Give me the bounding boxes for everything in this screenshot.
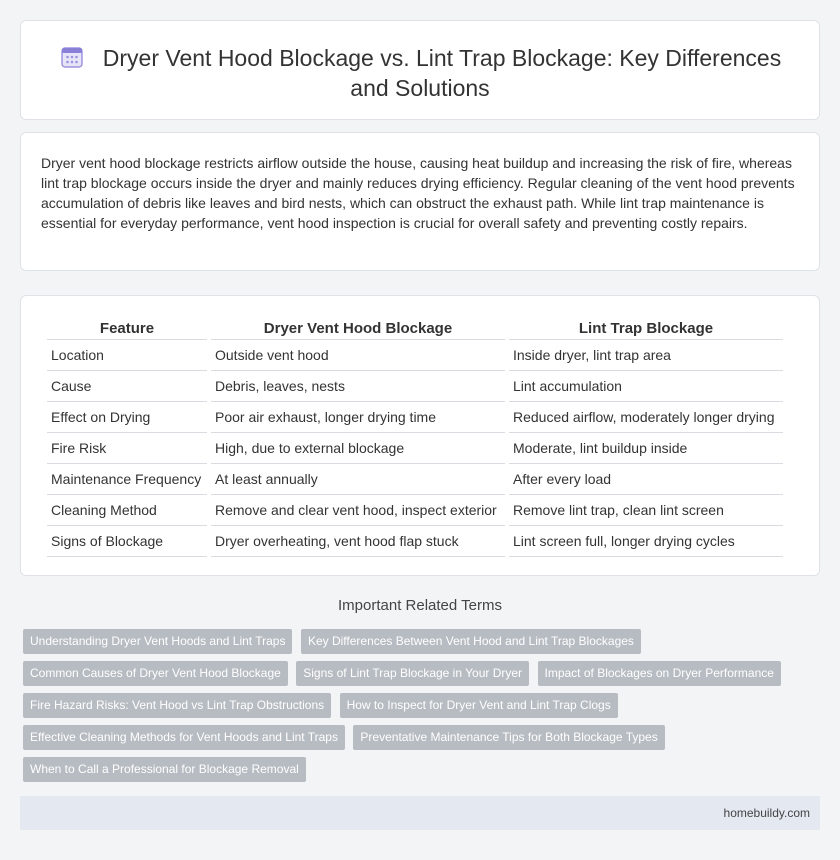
table-cell: Remove lint trap, clean lint screen (509, 495, 783, 526)
related-term-link[interactable]: How to Inspect for Dryer Vent and Lint Trap Clogs (340, 693, 618, 718)
table-cell: Debris, leaves, nests (211, 371, 505, 402)
header-feature: Feature (47, 312, 207, 340)
page-title (21, 43, 819, 103)
table-cell: After every load (509, 464, 783, 495)
related-term-link[interactable]: Common Causes of Dryer Vent Hood Blockage (23, 661, 288, 686)
header-vent-hood: Dryer Vent Hood Blockage (211, 312, 505, 340)
table-cell: Remove and clear vent hood, inspect exterior (211, 495, 505, 526)
table-row (47, 340, 783, 371)
table-cell: Fire Risk (47, 433, 207, 464)
table-cell: Maintenance Frequency (47, 464, 207, 495)
footer (20, 796, 820, 830)
related-term-link[interactable]: Fire Hazard Risks: Vent Hood vs Lint Trap Obstructions (23, 693, 331, 718)
related-term-link[interactable]: Preventative Maintenance Tips for Both Blockage Types (353, 725, 664, 750)
site-name[interactable]: homebuildy.com (723, 806, 810, 820)
table-cell: Signs of Blockage (47, 526, 207, 557)
page-title-text: Dryer Vent Hood Blockage vs. Lint Trap Blockage: Key Differences and Solutions (102, 45, 782, 101)
title-card (20, 20, 820, 120)
table-cell: Poor air exhaust, longer drying time (211, 402, 505, 433)
related-term-link[interactable]: Effective Cleaning Methods for Vent Hoods and Lint Traps (23, 725, 345, 750)
table-cell: Moderate, lint buildup inside (509, 433, 783, 464)
header-lint-trap: Lint Trap Blockage (509, 312, 783, 340)
table-cell: Cause (47, 371, 207, 402)
table-cell: Lint accumulation (509, 371, 783, 402)
table-cell: Cleaning Method (47, 495, 207, 526)
related-terms-heading: Important Related Terms (338, 597, 502, 614)
related-term-link[interactable]: Signs of Lint Trap Blockage in Your Dryer (296, 661, 529, 686)
table-cell: Effect on Drying (47, 402, 207, 433)
table-row (47, 464, 783, 495)
table-row (47, 371, 783, 402)
table-cell: Location (47, 340, 207, 371)
table-cell: Outside vent hood (211, 340, 505, 371)
table-cell: Lint screen full, longer drying cycles (509, 526, 783, 557)
related-terms-list (23, 629, 813, 789)
calendar-icon (59, 44, 85, 70)
table-row (47, 433, 783, 464)
comparison-table (43, 312, 787, 557)
table-row (47, 402, 783, 433)
related-term-link[interactable]: When to Call a Professional for Blockage Removal (23, 757, 306, 782)
related-term-link[interactable]: Impact of Blockages on Dryer Performance (538, 661, 781, 686)
table-row (47, 495, 783, 526)
table-cell: Inside dryer, lint trap area (509, 340, 783, 371)
table-cell: Dryer overheating, vent hood flap stuck (211, 526, 505, 557)
summary-paragraph: Dryer vent hood blockage restricts airflow outside the house, causing heat buildup and increasing the risk of fire, whereas lint trap blockage occurs inside the dryer and mainly reduces drying efficiency. Regular cleaning of the vent hood prevents accumulation of debris like leaves and bird nests, which can obstruct the exhaust path. While lint trap maintenance is essential for everyday performance, vent hood inspection is crucial for overall safety and preventing costly repairs. (41, 155, 795, 231)
table-header-row (47, 312, 783, 340)
table-cell: High, due to external blockage (211, 433, 505, 464)
summary-card (20, 132, 820, 271)
related-term-link[interactable]: Understanding Dryer Vent Hoods and Lint Traps (23, 629, 292, 654)
related-term-link[interactable]: Key Differences Between Vent Hood and Lint Trap Blockages (301, 629, 641, 654)
comparison-table-card (20, 295, 820, 576)
table-cell: At least annually (211, 464, 505, 495)
table-row (47, 526, 783, 557)
table-cell: Reduced airflow, moderately longer drying (509, 402, 783, 433)
